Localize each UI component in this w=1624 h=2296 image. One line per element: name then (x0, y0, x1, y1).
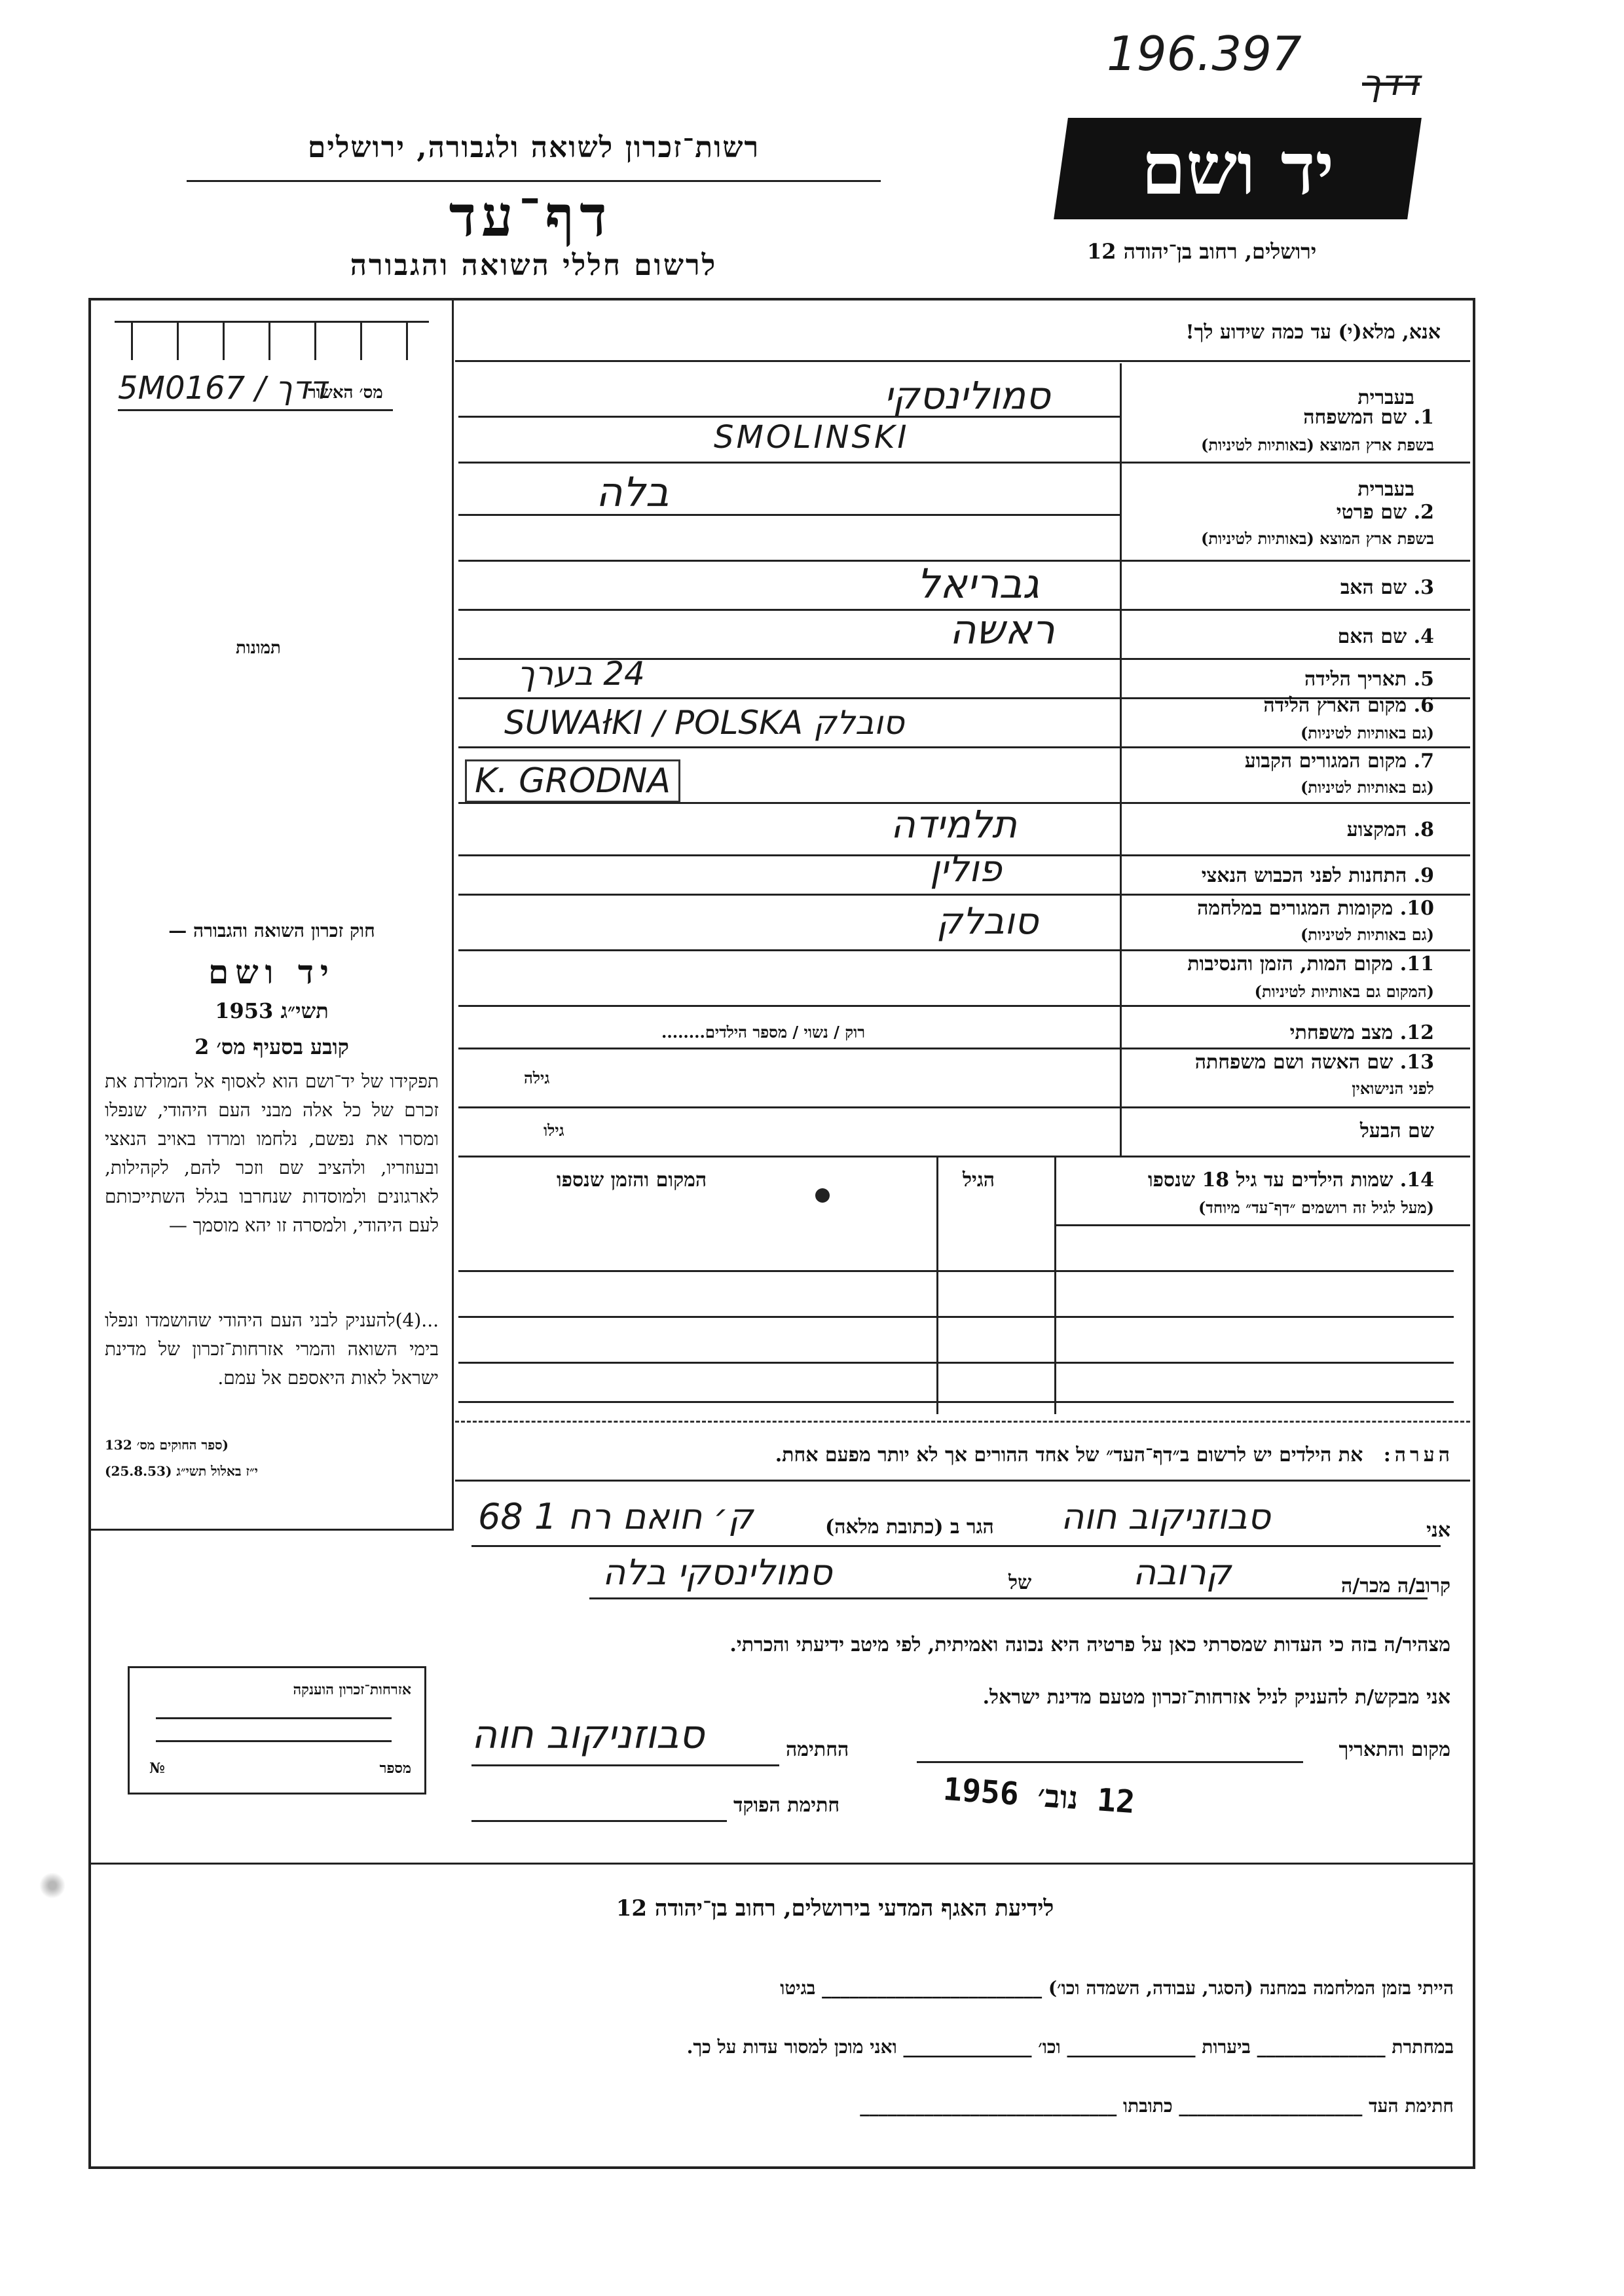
witness-address[interactable]: ק׳ חואם רח 1 68 (478, 1496, 754, 1537)
yad-vashem-logo (1054, 118, 1422, 219)
field-4-text: שם האם (1337, 625, 1407, 648)
husband-label: שם הבעל (1359, 1120, 1434, 1142)
approval-underline (118, 409, 393, 411)
field-9-text: התחנות לפני הכבוש הנאצי (1201, 864, 1407, 887)
citizenship-number-sign: № (149, 1760, 165, 1777)
field-2-label (1337, 501, 1434, 524)
field-1-line-2 (458, 462, 1470, 464)
approval-value: 5M0167 / דדך (118, 370, 327, 407)
of-name[interactable]: סמולינסקי בלה (602, 1552, 832, 1593)
children-row-line (458, 1270, 1454, 1272)
field-11-line (458, 1005, 1470, 1007)
bottom-line-1: הייתי בזמן המלחמה במחנה (הסגר, עבודה, השמדה וכו׳) ________________________ בגיטו (780, 1977, 1454, 1999)
field-4-label (1338, 625, 1434, 648)
declaration-line-2 (589, 1597, 1428, 1599)
field-4-value[interactable]: ראשה (950, 606, 1055, 653)
field-9-line (458, 894, 1470, 896)
field-2-num: 2. (1413, 501, 1434, 524)
place-date-label: מקום והתאריך (1338, 1738, 1450, 1761)
field-8-label (1347, 818, 1434, 841)
field-1-line (458, 416, 1120, 418)
field-10-text: מקומות המגורים במלחמה (1197, 897, 1393, 920)
request: אני מבקש/ת להעניק לניל אזרחות־זכרון מטעם מדינת ישראל. (982, 1686, 1450, 1709)
statement: מצהיר/ה בזה כי העדות שמסרתי כאן על פרטיה היא נכונה ואמיתית, לפי מיטב ידיעתי והכרתי. (729, 1633, 1450, 1656)
circle-mark (815, 1188, 830, 1203)
field-11-label (1187, 953, 1434, 975)
field-1-hebrew-tag: בעברית (1357, 386, 1414, 409)
field-11-num: 11. (1399, 953, 1434, 975)
children-row-line (458, 1362, 1454, 1364)
corner-mark: דדך (1362, 62, 1420, 103)
children-place-header: המקום והזמן שנספו (557, 1169, 707, 1192)
field-2-text: שם פרטי (1336, 501, 1407, 524)
children-row-line (458, 1316, 1454, 1318)
relation-label: קרוב/ה מכר/ה (1341, 1575, 1450, 1597)
bottom-line-3: חתימת העד ____________________ כתובתו ____________________________ (860, 2095, 1454, 2117)
tick-box (314, 321, 316, 360)
field-12-line (458, 1048, 1470, 1049)
approval-label: מס׳ האשור (308, 383, 383, 403)
tick-box (131, 321, 133, 360)
field-10-line (458, 949, 1470, 951)
citizenship-line (156, 1717, 392, 1719)
field-6-text: מקום הארץ הלידה (1263, 694, 1407, 717)
law-clause: קובע בסעיף מס׳ 2 (194, 1034, 349, 1059)
field-6-num: 6. (1413, 694, 1434, 717)
field-5-value[interactable]: 24 בערך (517, 655, 645, 693)
form-title: דף־עד (449, 183, 612, 249)
tick-box (223, 321, 225, 360)
field-2-hebrew-tag: בעברית (1357, 478, 1414, 501)
field-9-num: 9. (1413, 864, 1434, 887)
children-num: 14. (1399, 1169, 1434, 1192)
law-year: תשי״ג 1953 (215, 998, 329, 1023)
field-12-text: מצב משפחתי (1289, 1021, 1393, 1044)
field-9-label (1202, 864, 1434, 887)
declaration-i-label: אני (1426, 1519, 1450, 1542)
label-column-border (1120, 363, 1122, 1156)
field-12-label (1290, 1021, 1434, 1044)
field-10-label (1197, 897, 1434, 920)
left-panel-border (452, 298, 454, 1529)
law-text: תפקידו של יד־ושם הוא לאסוף אל המולדת את זכרם של כל אלה מבני העם היהודי, שנפלו ומסרו את נפשם, נלחמו ומרדו באויב הנאצי ובעוזריו, ולהציב שם וזכר להם, לקהילות, לארגונים ולמוסדות שנחרבו בגלל השתייכותם לעם היהודי, ולמסרה זו יהא מוסמך — (105, 1070, 439, 1236)
field-3-value[interactable]: גבריאל (917, 560, 1039, 608)
field-1-label (1303, 406, 1434, 429)
signature-label: החתימה (786, 1738, 849, 1761)
field-13-text: שם האשה ושם משפחתה (1194, 1051, 1393, 1074)
field-6-value[interactable]: SUWAłKI / POLSKA סובלק (504, 704, 904, 742)
declaration-line-1 (471, 1545, 1441, 1547)
tick-box (268, 321, 270, 360)
instruction-rule (455, 360, 1470, 362)
field-3-num: 3. (1413, 576, 1434, 599)
note-prefix: הערה: (1383, 1444, 1454, 1467)
place-date-line (917, 1761, 1303, 1763)
header-rule (187, 180, 881, 182)
citizenship-number-label: מספר (379, 1760, 411, 1777)
field-12-value[interactable]: רוק / נשוי / מספר הילדים........ (661, 1023, 866, 1042)
children-col-name (1054, 1156, 1056, 1414)
bottom-line-2: במחתרת ______________ ביערות ______________ וכו׳ ______________ ואני מוכן למסור עדות על כך. (686, 2036, 1454, 2058)
citizenship-box (128, 1666, 426, 1795)
relation-value[interactable]: קרובה (1133, 1552, 1232, 1593)
date-stamp: 12 נוב׳ 1956 (942, 1770, 1136, 1821)
children-row-line (458, 1401, 1454, 1403)
note-body: את הילדים יש לרשום ב״דף־העד״ של אחד ההורים אך לא יותר מפעם אחת. (775, 1444, 1363, 1467)
field-6-sub: (גם באותיות לטיניות) (1300, 723, 1434, 742)
field-7-sub: (גם באותיות לטיניות) (1300, 778, 1434, 797)
bottom-divider (88, 1863, 1473, 1865)
field-2-sub: בשפת ארץ המוצא (באותיות לטיניות) (1201, 529, 1434, 548)
field-8-num: 8. (1413, 818, 1434, 841)
children-age-header: הגיל (963, 1169, 995, 1192)
field-11-sub: (המקום גם באותיות לטיניות) (1254, 982, 1434, 1001)
field-6-line (458, 746, 1470, 748)
field-7-value[interactable]: K. GRODNA (465, 759, 680, 803)
citizenship-title: אזרחות־זכרון הוענקה (293, 1681, 411, 1698)
children-title (1148, 1169, 1434, 1192)
official-label: חתימת הפוקד (733, 1794, 840, 1817)
left-panel-bottom (88, 1529, 454, 1531)
field-7-label (1245, 750, 1434, 773)
field-5-text: תאריך הלידה (1304, 668, 1407, 691)
field-9-value[interactable]: פולין (930, 848, 1002, 890)
of-label: של (1008, 1571, 1032, 1594)
field-7-text: מקום המגורים הקבוע (1244, 750, 1407, 773)
official-line (471, 1820, 727, 1822)
law-title: חוק זכרון השואה והגבורה — (168, 920, 375, 941)
field-10-value[interactable]: סובלק (936, 900, 1039, 943)
field-8-text: המקצוע (1346, 818, 1407, 841)
field-1-value-hebrew[interactable]: סמולינסקי (884, 373, 1050, 418)
children-title-text: שמות הילדים עד גיל 18 שנספו (1147, 1169, 1393, 1192)
field-8-value[interactable]: תלמידה (891, 802, 1018, 847)
field-4-num: 4. (1413, 625, 1434, 648)
law-name: יד ושם (208, 953, 335, 991)
field-1-num: 1. (1413, 406, 1434, 429)
field-2-line (458, 514, 1120, 516)
law-text-2: ...(4)להעניק לבני העם היהודי שהושמדו ונפלו בימי השואה והמרי אזרחות־זכרון של מדינת ישראל לאות היאספם אל עמם. (105, 1309, 439, 1389)
field-13-num: 13. (1399, 1051, 1434, 1074)
husband-value[interactable]: גילו (544, 1121, 564, 1140)
field-10-num: 10. (1399, 897, 1434, 920)
field-3-text: שם האב (1340, 576, 1407, 599)
field-13-value[interactable]: גילה (524, 1068, 550, 1087)
field-11-text: מקום המות, הזמן והנסיבות (1187, 953, 1393, 975)
field-13-line (458, 1106, 1470, 1108)
field-1-value-latin[interactable]: SMOLINSKI (714, 419, 910, 456)
field-10-sub: (גם באותיות לטיניות) (1300, 925, 1434, 944)
gazette-ref: (ספר החוקים מס׳ 132 (105, 1437, 229, 1453)
note-rule (455, 1480, 1470, 1482)
photo-label: תמונות (236, 638, 281, 658)
tick-box (177, 321, 179, 360)
children-header-rule (1054, 1224, 1470, 1226)
field-13-label (1195, 1051, 1434, 1074)
field-5-num: 5. (1413, 668, 1434, 691)
tick-box (360, 321, 362, 360)
form-subtitle: לרשום חללי השואה והגבורה (350, 249, 718, 282)
archive-number: 196.397 (1107, 26, 1302, 81)
children-col-age (936, 1156, 938, 1414)
signature[interactable]: סבוזניקוב חוה (471, 1712, 705, 1758)
field-1-text: שם המשפחה (1303, 406, 1407, 429)
note-text (471, 1444, 1454, 1467)
field-3-label (1340, 576, 1434, 599)
logo-text: יד ושם (1141, 126, 1335, 211)
witness-name[interactable]: סבוזניקוב חוה (1061, 1496, 1271, 1537)
field-6-label (1263, 694, 1434, 717)
signature-line (471, 1764, 779, 1766)
gazette-date: י״ז באלול תשי״ג (25.8.53) (105, 1463, 258, 1479)
instruction: אנא, מלא(י) עד כמה שידוע לך! (1185, 321, 1441, 344)
bottom-info: לידיעת האגף המדעי בירושלים, רחוב בן־יהודה 12 (616, 1895, 1054, 1922)
authority-name: רשות־זכרון לשואה ולגבורה, ירושלים (307, 131, 760, 164)
tick-box (406, 321, 408, 360)
husband-line (458, 1156, 1470, 1157)
field-12-num: 12. (1399, 1021, 1434, 1044)
address: ירושלים, רחוב בן־יהודה 12 (1087, 239, 1317, 264)
address-label: הגר ב (כתובת מלאה) (825, 1516, 994, 1539)
field-2-value-hebrew[interactable]: בלה (596, 468, 669, 516)
field-5-label (1304, 668, 1434, 691)
children-dashed-divider (455, 1421, 1470, 1423)
children-sub: (מעל לגיל זה רושמים ״דף־עד״ מיוחד) (1198, 1198, 1434, 1217)
field-7-num: 7. (1413, 750, 1434, 773)
tick-box-top (115, 321, 429, 323)
field-13-sub: לפני הנישואין (1352, 1079, 1434, 1098)
citizenship-line (156, 1740, 392, 1742)
scan-speckle (39, 1872, 65, 1899)
field-1-sub: בשפת ארץ המוצא (באותיות לטיניות) (1201, 435, 1434, 454)
